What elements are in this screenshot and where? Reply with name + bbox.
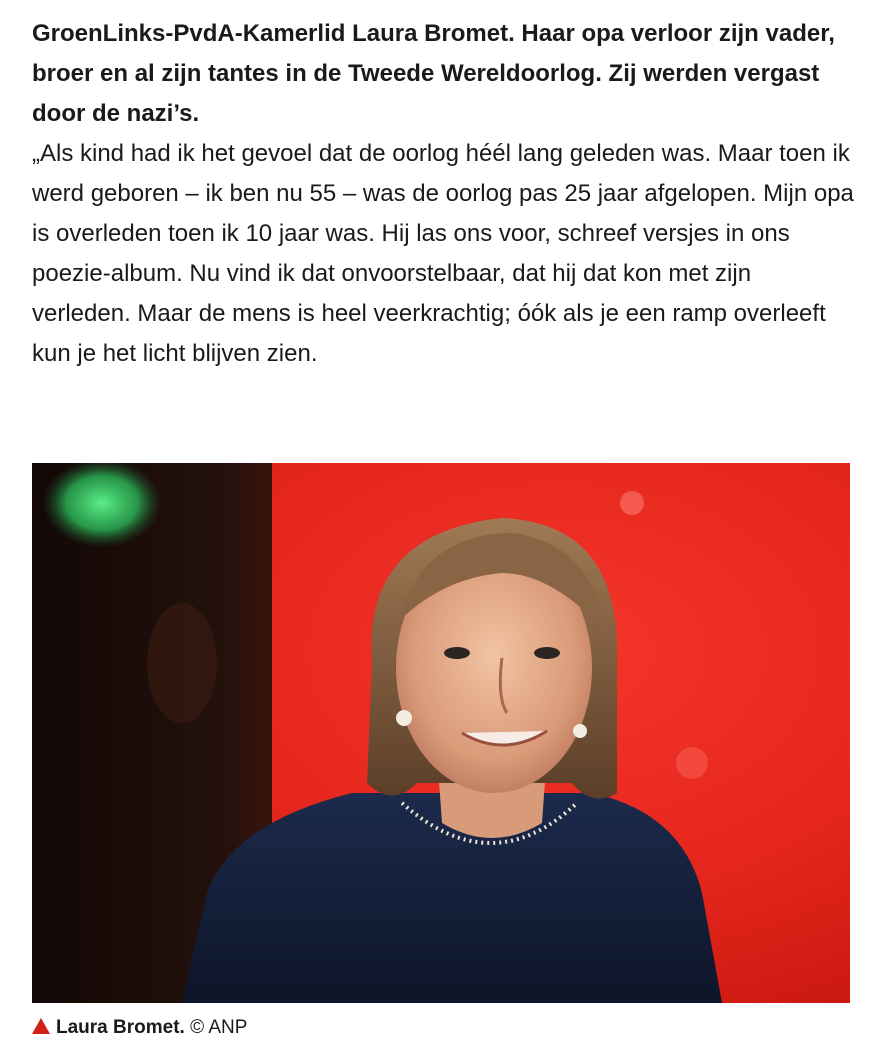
portrait-photo[interactable] bbox=[32, 463, 850, 1003]
photo-caption bbox=[32, 1016, 247, 1040]
caption-credit: © ANP bbox=[190, 1017, 248, 1038]
article-quote: „Als kind had ik het gevoel dat de oorlog héél lang geleden was. Maar toen ik werd geboren – ik ben nu 55 – was de oorlog pas 25 jaar afgelopen. Mijn opa is overleden toen ik 10 jaar was. Hij las ons voor, schreef versjes in ons poezie-album. Nu vind ik dat onvoorstelbaar, dat hij dat kon met zijn verleden. Maar de mens is heel veerkrachtig; óók als je een ramp overleeft kun je het licht blijven zien. bbox=[32, 140, 854, 367]
article-lead: GroenLinks-PvdA-Kamerlid Laura Bromet. Haar opa verloor zijn vader, broer en al zijn tantes in de Tweede Wereldoorlog. Zij werden vergast door de nazi’s. bbox=[32, 20, 835, 127]
caption-name: Laura Bromet. bbox=[56, 1017, 185, 1038]
article-body bbox=[32, 14, 854, 374]
red-triangle-icon bbox=[32, 1018, 50, 1034]
portrait-illustration bbox=[32, 463, 850, 1003]
